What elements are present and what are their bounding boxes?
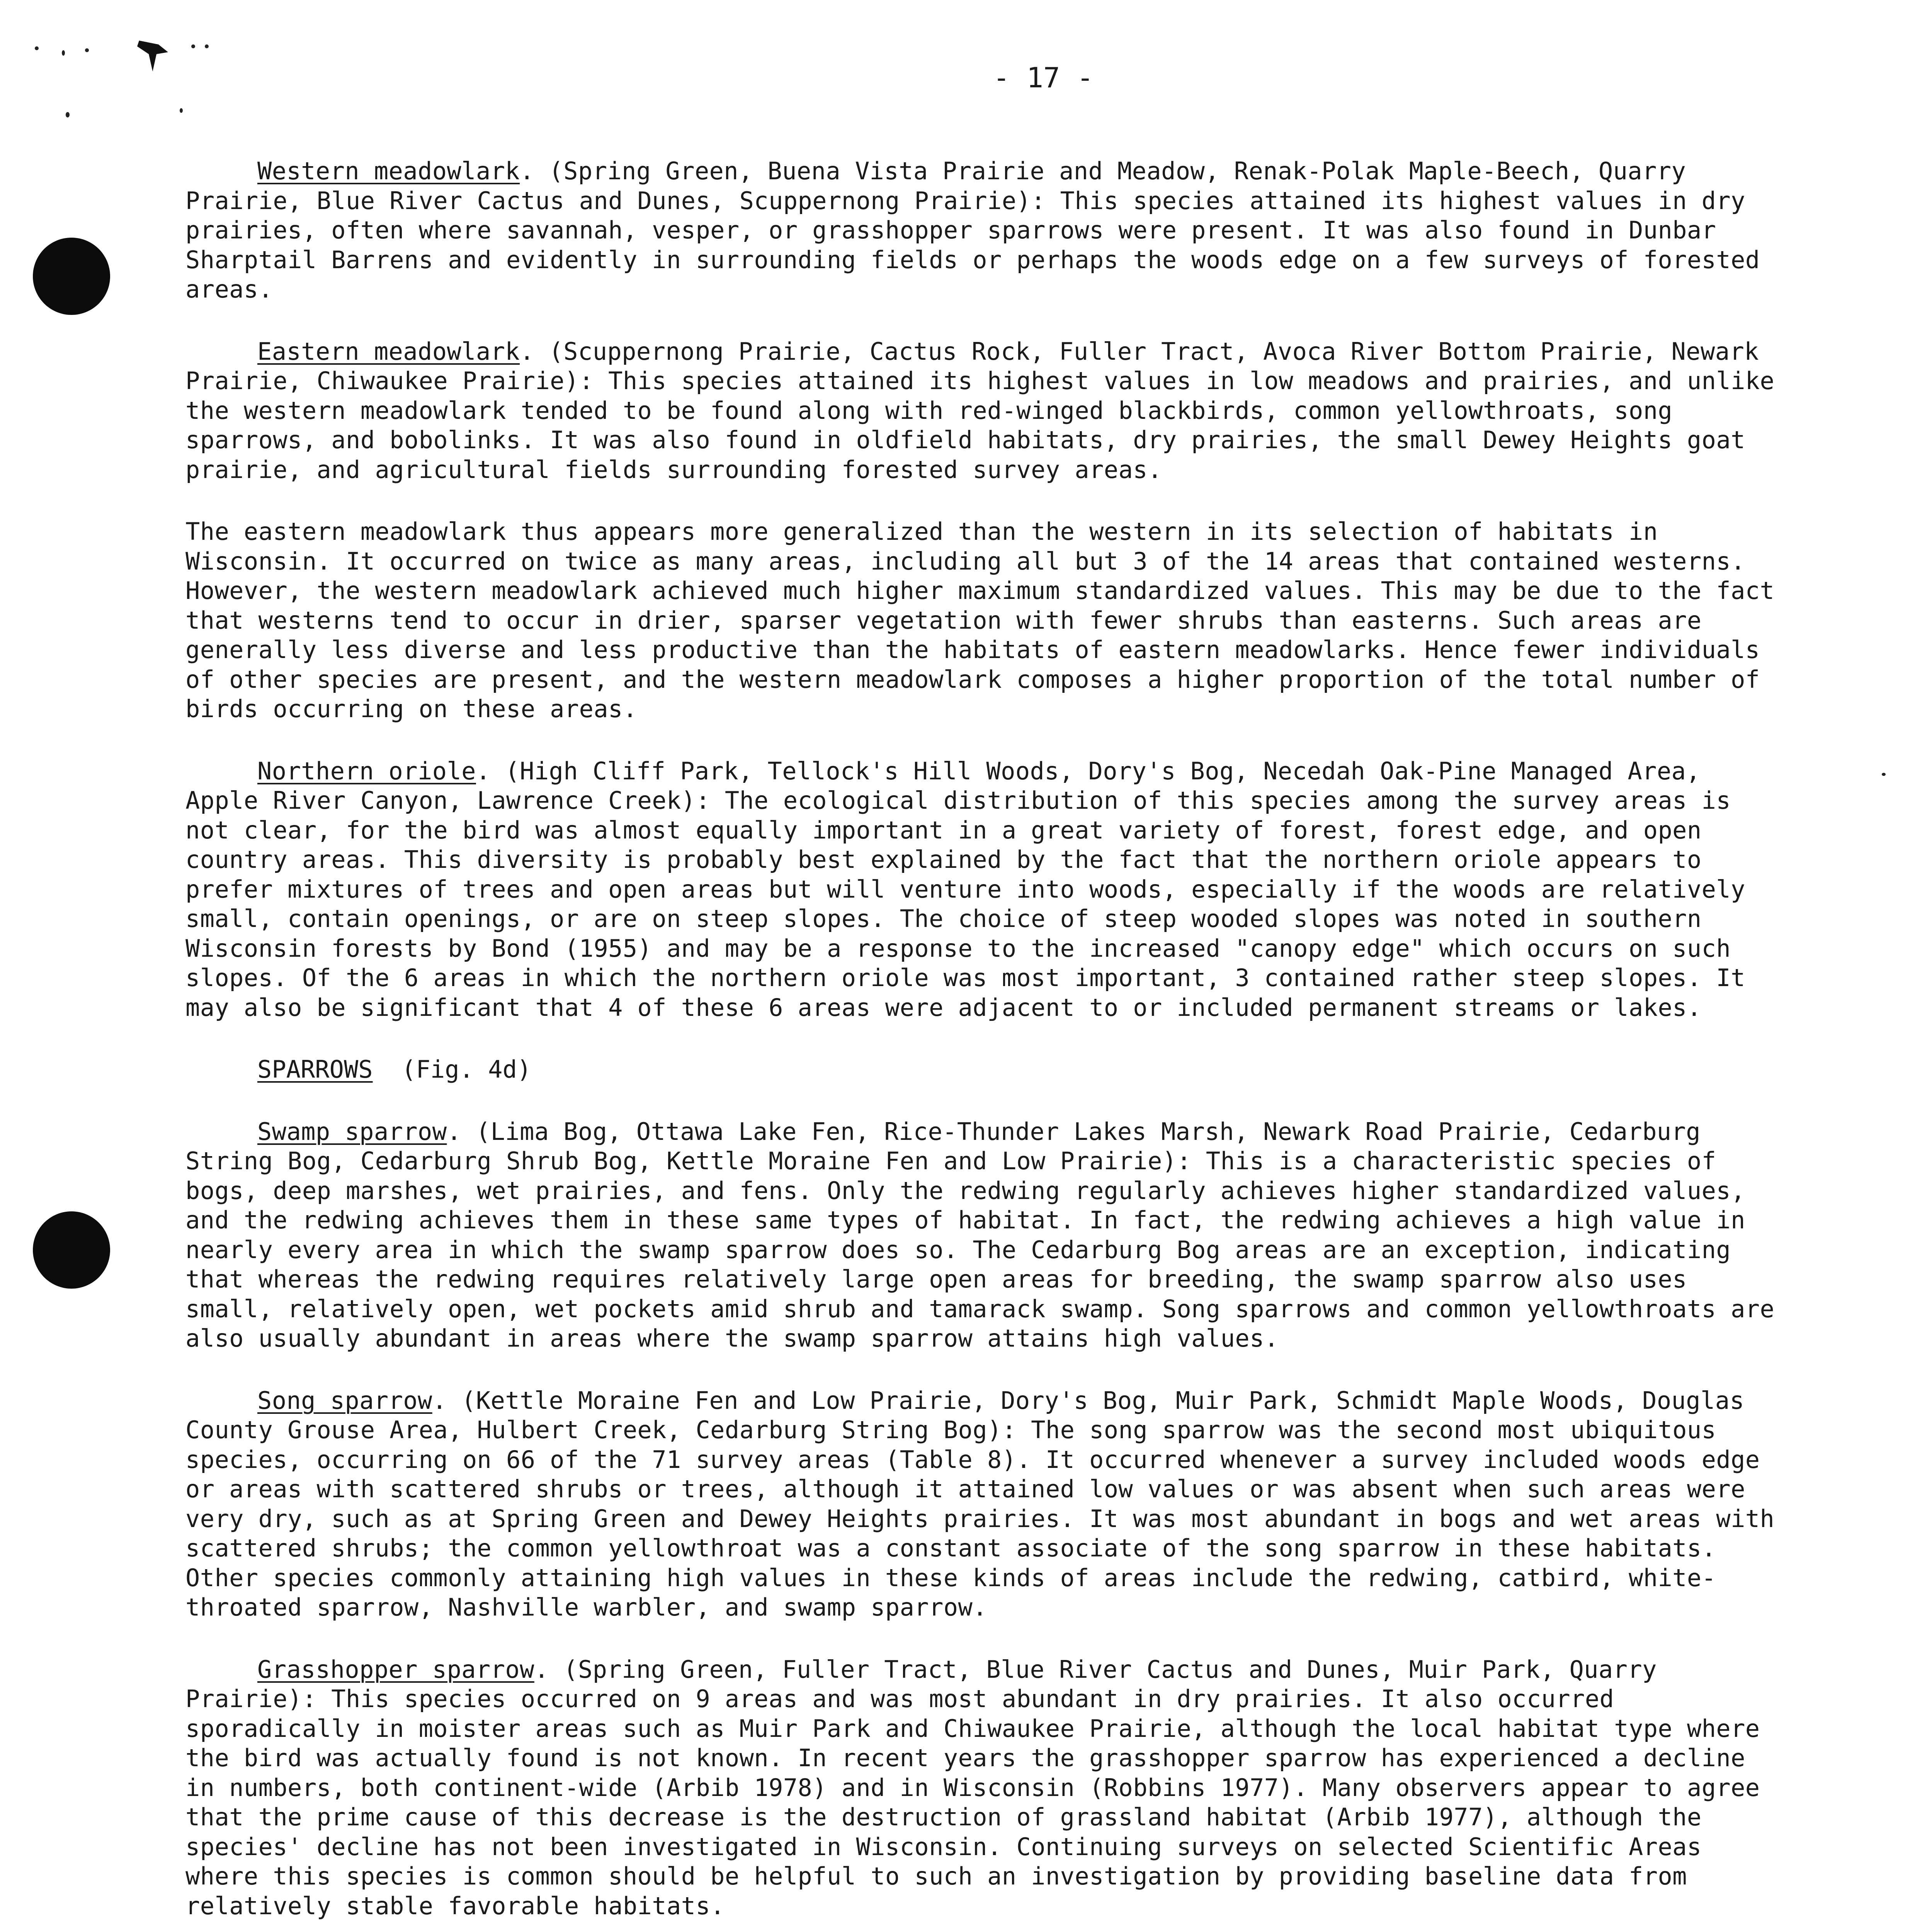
species-name: Grasshopper sparrow bbox=[257, 1655, 534, 1684]
speck bbox=[205, 44, 209, 48]
paragraph-meadowlark-comparison bbox=[185, 517, 1777, 724]
paragraph-text: The eastern meadowlark thus appears more generalized than the western in its selection of habitats in Wisconsin. It occurred on twice as many areas, including all but 3 of the 14 areas that contained westerns. However, the western meadowlark achieved much higher maximum standardized values. This may be due to the fact that westerns tend to occur in drier, sparser vegetation with fewer shrubs than easterns. Such areas are generally less diverse and less productive than the habitats of eastern meadowlarks. Hence fewer individuals of other species are present, and the western meadowlark composes a higher proportion of the total number of birds occurring on these areas. bbox=[185, 517, 1775, 723]
paragraph-western-meadowlark bbox=[185, 156, 1777, 304]
speck bbox=[85, 48, 89, 52]
paragraph-swamp-sparrow bbox=[185, 1117, 1777, 1354]
binder-hole bbox=[33, 238, 110, 315]
paragraph-text: . (Lima Bog, Ottawa Lake Fen, Rice-Thunder Lakes Marsh, Newark Road Prairie, Cedarburg String Bog, Cedarburg Shrub Bog, Kettle Moraine Fen and Low Prairie): This is a characteristic species of bogs, deep marshes, wet prairies, and fens. Only the redwing regularly achieves higher standardized values, and the redwing achieves them in these same types of habitat. In fact, the redwing achieves a high value in nearly every area in which the swamp sparrow does so. The Cedarburg Bog areas are an exception, indicating that whereas the redwing requires relatively large open areas for breeding, the swamp sparrow also uses small, relatively open, wet pockets amid shrub and tamarack swamp. Song sparrows and common yellowthroats are also usually abundant in areas where the swamp sparrow attains high values. bbox=[185, 1117, 1775, 1352]
section-heading: SPARROWS bbox=[257, 1055, 373, 1083]
paragraph-text: . (High Cliff Park, Tellock's Hill Woods, Dory's Bog, Necedah Oak-Pine Managed Area, Apple River Canyon, Lawrence Creek): The ecological distribution of this species among the survey areas is not clear, for the bird was almost equally important in a great variety of forest, forest edge, and open country areas. This diversity is probably best explained by the fact that the northern oriole appears to prefer mixtures of trees and open areas but will venture into woods, especially if the woods are relatively small, contain openings, or are on steep slopes. The choice of steep wooded slopes was noted in southern Wisconsin forests by Bond (1955) and may be a response to the increased "canopy edge" which occurs on such slopes. Of the 6 areas in which the northern oriole was most important, 3 contained rather steep slopes. It may also be significant that 4 of these 6 areas were adjacent to or included permanent streams or lakes. bbox=[185, 757, 1745, 1022]
paragraph-grasshopper-sparrow bbox=[185, 1655, 1777, 1921]
speck bbox=[180, 108, 183, 113]
document-body bbox=[185, 156, 1777, 1932]
species-name: Song sparrow bbox=[257, 1386, 432, 1415]
species-name: Western meadowlark bbox=[257, 157, 520, 185]
paragraph-text: . (Kettle Moraine Fen and Low Prairie, Dory's Bog, Muir Park, Schmidt Maple Woods, Douglas County Grouse Area, Hulbert Creek, Cedarburg String Bog): The song sparrow was the second most ubiquitous species, occurring on 66 of the 71 survey areas (Table 8). It occurred whenever a survey included woods edge or areas with scattered shrubs or trees, although it attained low values or was absent when such areas were very dry, such as at Spring Green and Dewey Heights prairies. It was most abundant in bogs and wet areas with scattered shrubs; the common yellowthroat was a constant associate of the song sparrow in these habitats. Other species commonly attaining high values in these kinds of areas include the redwing, catbird, white-throated sparrow, Nashville warbler, and swamp sparrow. bbox=[185, 1386, 1775, 1621]
paragraph-text: . (Spring Green, Buena Vista Prairie and Meadow, Renak-Polak Maple-Beech, Quarry Prairie, Blue River Cactus and Dunes, Scuppernong Prairie): This species attained its highest values in dry prairies, often where savannah, vesper, or grasshopper sparrows were present. It was also found in Dunbar Sharptail Barrens and evidently in surrounding fields or perhaps the woods edge on a few surveys of forested areas. bbox=[185, 157, 1760, 303]
speck bbox=[35, 46, 39, 50]
species-name: Eastern meadowlark bbox=[257, 337, 520, 366]
speck bbox=[62, 50, 65, 56]
ink-smudge-mark bbox=[135, 33, 172, 75]
speck bbox=[66, 112, 70, 117]
paragraph-song-sparrow bbox=[185, 1386, 1777, 1622]
species-name: Swamp sparrow bbox=[257, 1117, 447, 1146]
speck bbox=[1882, 773, 1886, 776]
page-number: - 17 - bbox=[993, 61, 1094, 94]
species-name: Northern oriole bbox=[257, 757, 476, 785]
binder-hole bbox=[33, 1211, 110, 1289]
figure-reference: (Fig. 4d) bbox=[401, 1055, 532, 1083]
paragraph-eastern-meadowlark bbox=[185, 337, 1777, 485]
paragraph-text: . (Spring Green, Fuller Tract, Blue River Cactus and Dunes, Muir Park, Quarry Prairie): This species occurred on 9 areas and was most abundant in dry prairies. It also occurred sporadically in moister areas such as Muir Park and Chiwaukee Prairie, although the local habitat type where the bird was actually found is not known. In recent years the grasshopper sparrow has experienced a decline in numbers, both continent-wide (Arbib 1978) and in Wisconsin (Robbins 1977). Many observers appear to agree that the prime cause of this decrease is the destruction of grassland habitat (Arbib 1977), although the species' decline has not been investigated in Wisconsin. Continuing surveys on selected Scientific Areas where this species is common should be helpful to such an investigation by providing baseline data from relatively stable favorable habitats. bbox=[185, 1655, 1760, 1920]
speck bbox=[191, 44, 195, 48]
paragraph-northern-oriole bbox=[185, 757, 1777, 1023]
paragraph-text: . (Scuppernong Prairie, Cactus Rock, Fuller Tract, Avoca River Bottom Prairie, Newark Prairie, Chiwaukee Prairie): This species attained its highest values in low meadows and prairies, and unlike the western meadowlark tended to be found along with red-winged blackbirds, common yellowthroats, song sparrows, and bobolinks. It was also found in oldfield habitats, dry prairies, the small Dewey Heights goat prairie, and agricultural fields surrounding forested survey areas. bbox=[185, 337, 1775, 484]
section-heading-sparrows bbox=[185, 1055, 1777, 1085]
